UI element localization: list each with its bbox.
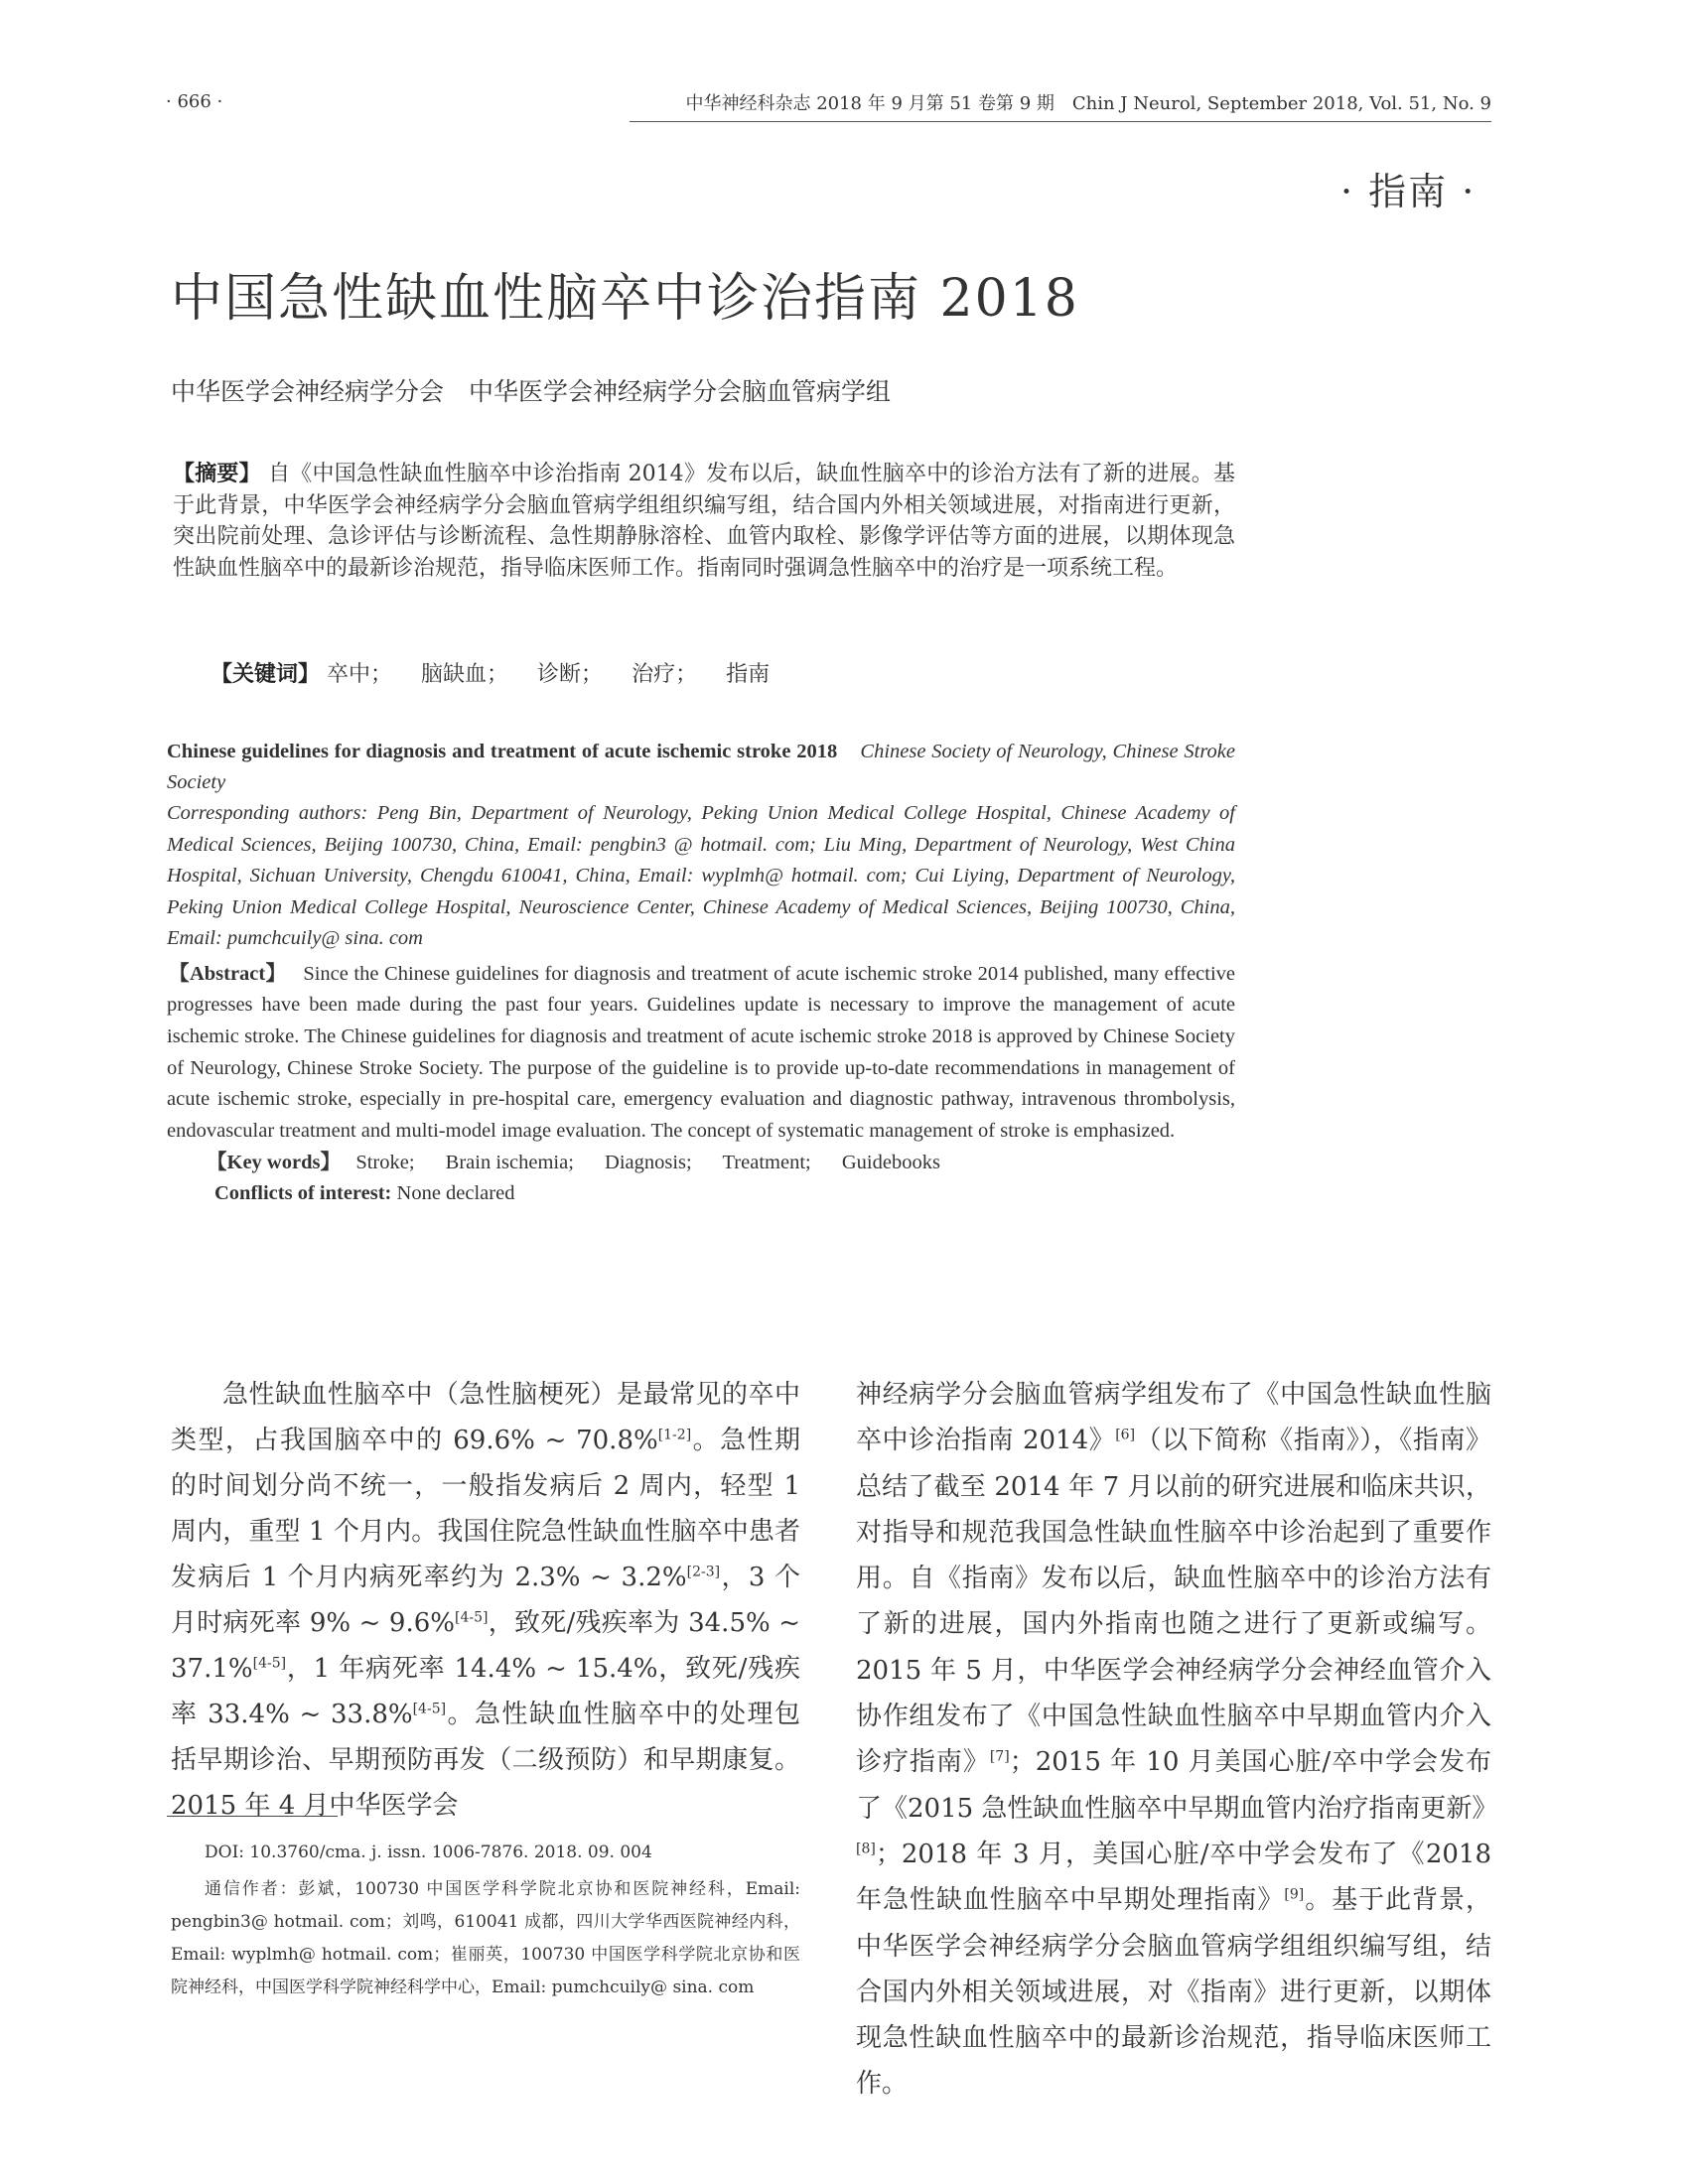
coi-label: Conflicts of interest: xyxy=(214,1181,392,1204)
body-paragraph xyxy=(171,1372,800,1829)
english-title-line xyxy=(167,737,1235,798)
citation: [9] xyxy=(1284,1886,1305,1903)
article-title: 中国急性缺血性脑卒中诊治指南 2018 xyxy=(171,269,1079,329)
keyword-cn: 治疗； xyxy=(632,662,698,687)
coi-text: None declared xyxy=(396,1181,515,1204)
english-abstract-text: Since the Chinese guidelines for diagnosis and treatment of acute ischemic stroke 2014 published, many effective progresses have been made during the past four years. Guidelines update is necessary to improve the management of acute ischemic stroke. The Chinese guidelines for diagnosis and treatment of acute ischemic stroke 2018 is approved by Chinese Society of Neurology, Chinese Stroke Society. The purpose of the guideline is to provide up-to-date recommendations in management of acute ischemic stroke, especially in pre-hospital care, emergency evaluation and diagnostic pathway, intravenous thrombolysis, endovascular treatment and multi-model image evaluation. The concept of systematic management of stroke is emphasized. xyxy=(167,962,1236,1143)
citation: [2-3] xyxy=(686,1564,721,1580)
authors-cn: 中华医学会神经病学分会 中华医学会神经病学分会脑血管病学组 xyxy=(171,377,892,406)
english-title: Chinese guidelines for diagnosis and treatment of acute ischemic stroke 2018 xyxy=(167,741,838,762)
body-text: 。急性期的时间划分尚不统一，一般指发病后 2 周内，轻型 1 周内，重型 1 个月内。我国住院急性缺血性脑卒中患者发病后 1 个月内病死率约为 2.3% ~ 3.2% xyxy=(171,1426,800,1592)
body-column-right xyxy=(856,1372,1498,2108)
keyword-cn: 脑缺血； xyxy=(421,662,509,687)
footnotes xyxy=(171,1837,800,2004)
body-paragraph xyxy=(856,1372,1498,2108)
abstract-cn-text: 自《中国急性缺血性脑卒中诊治指南 2014》发布以后，缺血性脑卒中的诊治方法有了新的进展。基于此背景，中华医学会神经病学分会脑血管病学组组织编写组，结合国内外相关领域进展，对指南进行更新，突出院前处理、急诊评估与诊断流程、急性期静脉溶栓、血管内取栓、影像学评估等方面的进展，以期体现急性缺血性脑卒中的最新诊治规范，指导临床医师工作。指南同时强调急性脑卒中的治疗是一项系统工程。 xyxy=(173,462,1235,581)
keyword-cn: 卒中； xyxy=(327,662,393,687)
body-text: ，3 个月时病死率 9% ~ 9.6% xyxy=(171,1563,800,1638)
running-header: 中华神经科杂志 2018 年 9 月第 51 卷第 9 期 Chin J Neurol, September 2018, Vol. 51, No. 9 xyxy=(630,89,1491,122)
body-text: （以下简称《指南》），《指南》总结了截至 2014 年 7 月以前的研究进展和临床共识，对指导和规范我国急性缺血性脑卒中诊治起到了重要作用。自《指南》发布以后，缺血性脑卒中的诊治方法有了新的进展，国内外指南也随之进行了更新或编写。2015 年 5 月，中华医学会神经病学分会神经血管介入协作组发布了《中国急性缺血性脑卒中早期血管内介入诊疗指南》 xyxy=(856,1426,1491,1778)
body-text: ；2015 年 10 月美国心脏/卒中学会发布了《2015 急性缺血性脑卒中早期血管内治疗指南更新》 xyxy=(856,1747,1498,1824)
citation: [6] xyxy=(1115,1427,1136,1443)
english-abstract-block xyxy=(167,737,1235,1209)
body-text: 。基于此背景，中华医学会神经病学分会脑血管病学组组织编写组，结合国内外相关领域进展，对《指南》进行更新，以期体现急性缺血性脑卒中的最新诊治规范，指导临床医师工作。 xyxy=(856,1885,1491,2100)
citation: [4-5] xyxy=(454,1609,489,1626)
body-text: ，1 年病死率 14.4% ~ 15.4%，致死/残疾率 33.4% ~ 33.8% xyxy=(171,1654,800,1729)
english-keywords-label: 【Key words】 xyxy=(207,1151,341,1173)
body-text: 。急性缺血性脑卒中的处理包括早期诊治、早期预防再发（二级预防）和早期康复。2015 年 4 月中华医学会 xyxy=(171,1700,800,1821)
abstract-cn xyxy=(173,459,1235,584)
body-text: 急性缺血性脑卒中（急性脑梗死）是最常见的卒中类型，占我国脑卒中的 69.6% ~ 70.8% xyxy=(171,1380,800,1455)
body-text: ；2018 年 3 月，美国心脏/卒中学会发布了《2018 年急性缺血性脑卒中早期处理指南》 xyxy=(856,1839,1491,1916)
keywords-cn-label: 【关键词】 xyxy=(211,662,321,687)
keyword-en: Treatment; xyxy=(722,1151,811,1173)
citation: [4-5] xyxy=(412,1701,447,1717)
keyword-en: Stroke; xyxy=(355,1151,415,1173)
keywords-cn xyxy=(211,657,791,688)
doi: DOI: 10.3760/cma. j. issn. 1006-7876. 2018. 09. 004 xyxy=(205,1843,652,1862)
body-text: ，致死/残疾率为 34.5% ~ 37.1% xyxy=(171,1608,800,1684)
english-societies: Chinese Society of Neurology, Chinese Stroke Society xyxy=(167,741,1235,793)
page-number: · 666 · xyxy=(166,91,223,112)
english-abstract xyxy=(167,959,1235,1148)
keyword-cn: 指南 xyxy=(726,662,771,687)
corresponding-authors: Corresponding authors: Peng Bin, Department of Neurology, Peking Union Medical College Hospital, Chinese Academy of Medical Sciences, Beijing 100730, China, Email: pengbin3 @ hotmail. com; Liu Ming, Department of Neurology, West China Hospital, Sichuan University, Chengdu 610041, China, Email: wyplmh@ hotmail. com; Cui Liying, Department of Neurology, Peking Union Medical College Hospital, Neuroscience Center, Chinese Academy of Medical Sciences, Beijing 100730, China, Email: pumchcuily@ sina. com xyxy=(167,802,1235,949)
abstract-cn-label: 【摘要】 xyxy=(173,462,261,486)
citation: [4-5] xyxy=(252,1655,287,1672)
keyword-cn: 诊断； xyxy=(537,662,604,687)
body-column-left xyxy=(171,1372,800,1829)
english-abstract-label: 【Abstract】 xyxy=(169,962,287,985)
correspondence-note: 通信作者：彭斌，100730 中国医学科学院北京协和医院神经科，Email: pengbin3@ hotmail. com；刘鸣，610041 成都，四川大学华西医院神经内科，Email: wyplmh@ hotmail. com；崔丽英，100730 中国医学科学院北京协和医院神经科，中国医学科学院神经科学中心，Email: pumchcuily@ sina. com xyxy=(171,1879,800,1997)
citation: [1-2] xyxy=(657,1427,692,1443)
english-keywords xyxy=(167,1148,1235,1178)
keyword-en: Diagnosis; xyxy=(605,1151,692,1173)
keyword-en: Guidebooks xyxy=(841,1151,940,1173)
conflicts-of-interest xyxy=(167,1178,1235,1209)
body-text: 神经病学分会脑血管病学组发布了《中国急性缺血性脑卒中诊治指南 2014》 xyxy=(856,1380,1491,1456)
citation: [8] xyxy=(856,1841,876,1857)
section-tag: · 指南 · xyxy=(1340,170,1477,213)
keyword-en: Brain ischemia; xyxy=(445,1151,574,1173)
citation: [7] xyxy=(989,1748,1010,1765)
footnote-divider xyxy=(167,1816,338,1817)
